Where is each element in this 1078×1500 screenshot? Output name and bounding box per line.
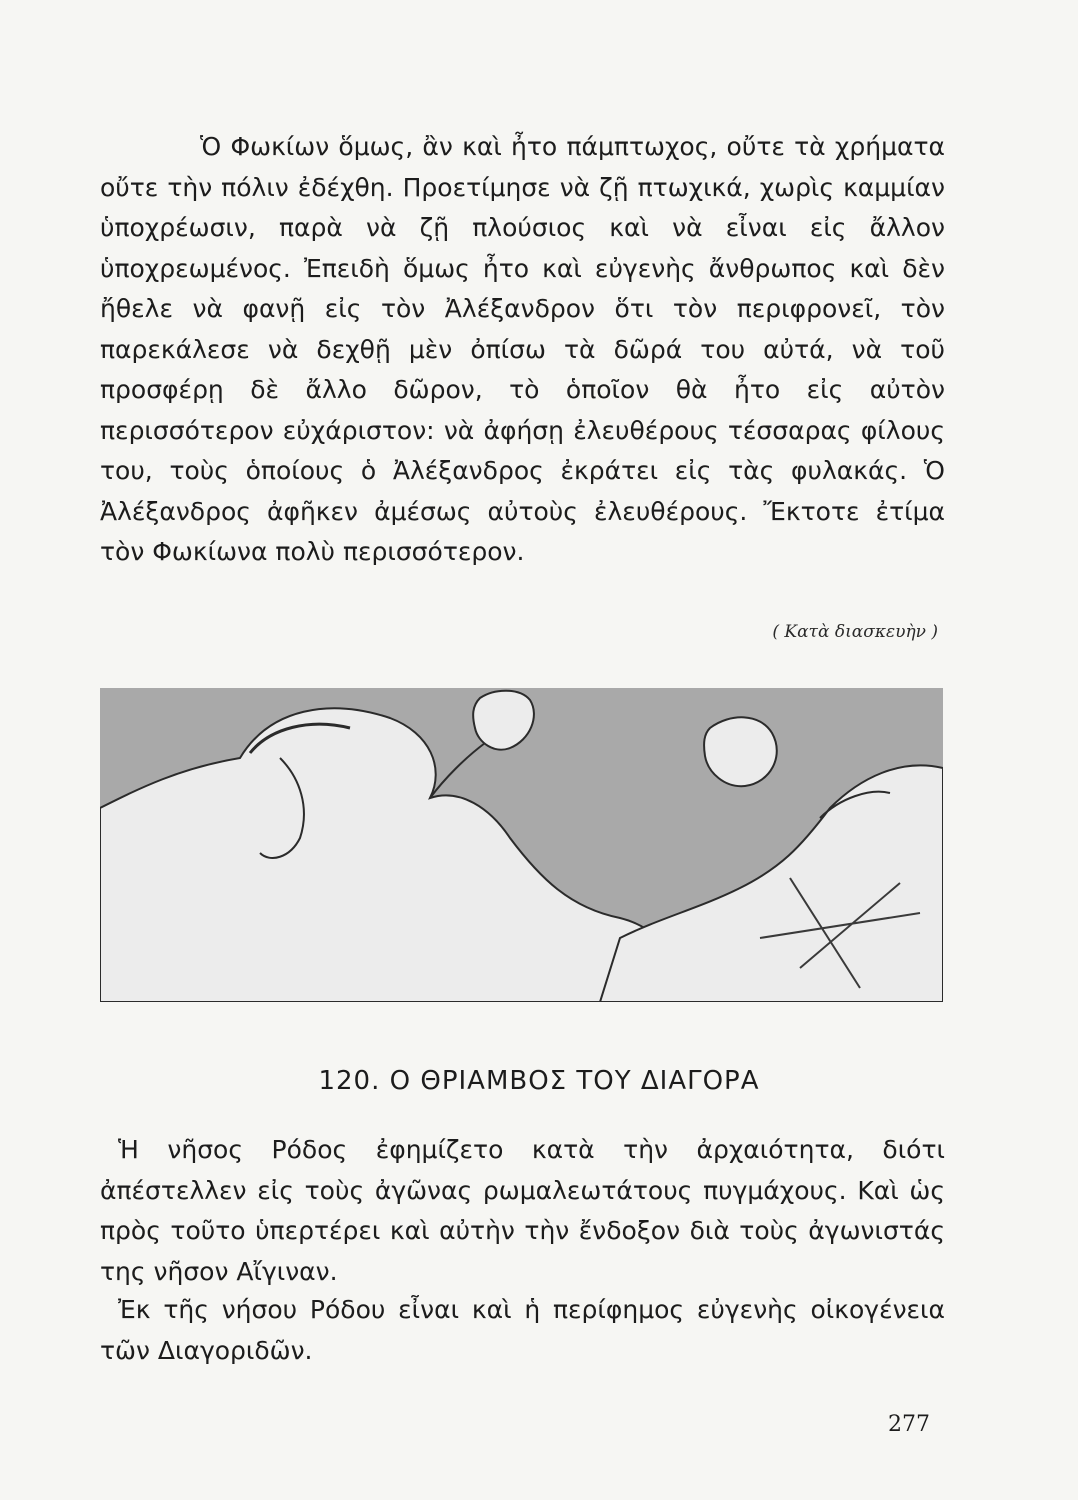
boxers-illustration <box>100 688 943 1002</box>
source-attribution: ( Κατὰ διασκευὴν ) <box>772 622 938 642</box>
boxers-drawing <box>100 688 943 1002</box>
paragraph-phocion: Ὁ Φωκίων ὅμως, ἂν καὶ ἦτο πάμπτωχος, οὔτε τὰ χρήματα οὔτε τὴν πόλιν ἐδέχθη. Προετίμησε νὰ ζῇ πτωχικά, χωρὶς καμμίαν ὑποχρέωσιν, παρὰ νὰ ζῇ πλούσιος καὶ νὰ εἶναι εἰς ἄλλον ὑποχρεωμένος. Ἐπειδὴ ὅμως ἦτο καὶ εὐγενὴς ἄνθρωπος καὶ δὲν ἤθελε νὰ φανῇ εἰς τὸν Ἀλέξανδρον ὅτι τὸν περιφρονεῖ, τὸν παρεκάλεσε νὰ δεχθῇ μὲν ὀπίσω τὰ δῶρά του αὐτά, νὰ τοῦ προσφέρῃ δὲ ἄλλο δῶρον, τὸ ὁποῖον θὰ ἦτο εἰς αὐτὸν περισσότερον εὐχάριστον: νὰ ἀφήσῃ ἐλευθέρους τέσσαρας φίλους του, τοὺς ὁποίους ὁ Ἀλέξανδρος ἐκράτει εἰς τὰς φυλακάς. Ὁ Ἀλέξανδρος ἀφῆκεν ἀμέσως αὐτοὺς ἐλευθέρους. Ἔκτοτε ἐτίμα τὸν Φωκίωνα πολὺ περισσότερον. <box>100 132 945 566</box>
page-number: 277 <box>888 1412 930 1437</box>
paragraph-diagorids: Ἐκ τῆς νήσου Ρόδου εἶναι καὶ ἡ περίφημος εὐγενὴς οἰκογένεια τῶν Διαγοριδῶν. <box>100 1295 945 1365</box>
paragraph-rhodes: Ἡ νῆσος Ρόδος ἐφημίζετο κατὰ τὴν ἀρχαιότητα, διότι ἀπέστελλεν εἰς τοὺς ἀγῶνας ρωμαλεωτάτους πυγμάχους. Καὶ ὡς πρὸς τοῦτο ὑπερτέρει καὶ αὐτὴν τὴν ἔνδοξον διὰ τοὺς ἀγωνιστάς της νῆσον Αἴγιναν. <box>100 1135 945 1286</box>
section-heading: 120. Ο ΘΡΙΑΜΒΟΣ ΤΟΥ ΔΙΑΓΟΡΑ <box>318 1066 760 1096</box>
